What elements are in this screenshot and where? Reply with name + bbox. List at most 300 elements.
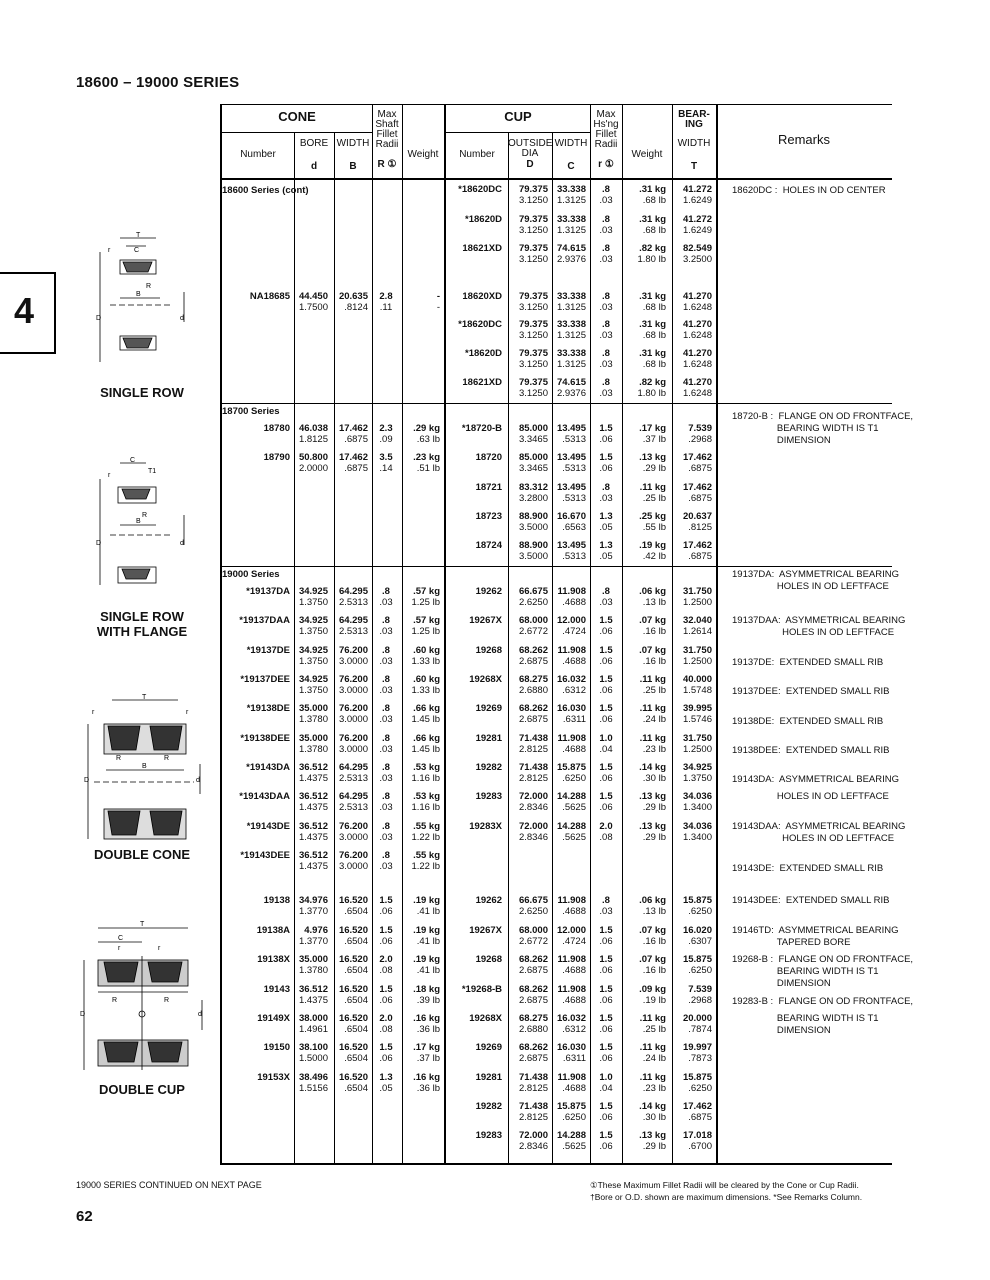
cone-radius-in: .03: [379, 685, 393, 696]
cup-radius-mm: .8: [602, 482, 610, 493]
cup-weight-kg: .06 kg: [639, 895, 666, 906]
cup-od-mm: 83.312: [518, 482, 548, 493]
cup-radius-mm: .8: [602, 586, 610, 597]
cone-weight-lb: .41 lb: [416, 936, 440, 947]
cup-radius-in: .06: [599, 685, 613, 696]
bearing-width-in: .6250: [688, 965, 712, 976]
double-cone-diagram: [82, 694, 206, 844]
cone-width-in: .6504: [344, 1024, 368, 1035]
bearing-width-in: .6307: [688, 936, 712, 947]
cup-number: 19282: [475, 1101, 502, 1112]
page-title: 18600 – 19000 SERIES: [76, 74, 240, 91]
cone-radius-mm: .8: [382, 674, 390, 685]
double-cup-label: DOUBLE CUP: [99, 1082, 185, 1097]
remark-text: 19143DEE: EXTENDED SMALL RIB: [732, 895, 890, 906]
cup-od-in: 3.3465: [518, 463, 548, 474]
bearing-width-mm: 15.875: [682, 895, 712, 906]
cup-width-in: .5625: [562, 832, 586, 843]
remark-text: 18620DC : HOLES IN OD CENTER: [732, 185, 886, 196]
cup-radius-mm: 1.5: [599, 1130, 613, 1141]
cup-weight-kg: .11 kg: [639, 482, 666, 493]
cone-bore-mm: 36.512: [298, 791, 328, 802]
bearing-width-mm: 41.272: [682, 214, 712, 225]
cup-weight-kg: .07 kg: [639, 615, 666, 626]
svg-text:r: r: [186, 709, 189, 716]
cup-weight-lb: .29 lb: [642, 802, 666, 813]
cone-weight-lb: 1.45 lb: [411, 714, 440, 725]
cone-weight-kg: .66 kg: [413, 733, 440, 744]
remark-text: 19138DEE: EXTENDED SMALL RIB: [732, 745, 890, 756]
cup-weight-kg: .11 kg: [639, 674, 666, 685]
cup-radius-in: .06: [599, 1112, 613, 1123]
cup-weight-kg: .31 kg: [639, 184, 666, 195]
bearing-width-mm: 16.020: [682, 925, 712, 936]
bearing-width-mm: 41.272: [682, 184, 712, 195]
bearing-width-header: WIDTH: [677, 138, 711, 149]
cup-width-mm: 16.030: [556, 1042, 586, 1053]
cup-number: *19268-B: [461, 984, 502, 995]
cup-od-mm: 68.000: [518, 925, 548, 936]
max-hsng-2: Hs'ng: [593, 119, 619, 130]
cup-width-mm: 14.288: [556, 791, 586, 802]
bearing-width-mm: 31.750: [682, 733, 712, 744]
cone-number: *19138DEE: [240, 733, 290, 744]
cup-od-in: 2.8346: [518, 832, 548, 843]
cup-radius-in: .06: [599, 1024, 613, 1035]
cone-radius-in: .03: [379, 656, 393, 667]
cup-weight-kg: .14 kg: [639, 1101, 666, 1112]
cup-width-mm: 16.032: [556, 674, 586, 685]
cup-od-in: 2.6250: [518, 597, 548, 608]
cup-width-mm: 11.908: [557, 733, 586, 744]
cup-width-in: .4688: [562, 656, 586, 667]
cup-radius-mm: 1.5: [599, 452, 613, 463]
cone-header-rule: [220, 132, 372, 133]
cone-width-mm: 17.462: [338, 423, 368, 434]
cone-bore-mm: 35.000: [298, 703, 328, 714]
cup-od-mm: 72.000: [518, 791, 548, 802]
cup-number: 19281: [475, 1072, 502, 1083]
cone-radius-mm: 1.3: [379, 1072, 393, 1083]
cup-weight-kg: .11 kg: [639, 1013, 666, 1024]
cone-weight-kg: .53 kg: [413, 762, 440, 773]
cup-width-mm: 33.338: [556, 291, 586, 302]
double-cup-diagram: [78, 920, 208, 1076]
cup-weight-kg: .31 kg: [639, 214, 666, 225]
bearing-width-mm: 17.018: [682, 1130, 712, 1141]
cone-number: *19137DE: [246, 645, 290, 656]
bearing-width-in: .6875: [688, 463, 712, 474]
bearing-width-in: 1.2500: [682, 744, 712, 755]
cone-number: 19138A: [256, 925, 290, 936]
cup-width-mm: 12.000: [556, 925, 586, 936]
cup-radius-mm: .8: [602, 243, 610, 254]
cup-radius-in: .06: [599, 656, 613, 667]
cone-bore-in: 1.4961: [298, 1024, 328, 1035]
cone-width-in: 3.0000: [338, 744, 368, 755]
bearing-width-mm: 41.270: [682, 377, 712, 388]
cup-width-in: 1.3125: [556, 359, 586, 370]
cup-weight-kg: .07 kg: [639, 954, 666, 965]
cup-radius-in: .05: [599, 551, 613, 562]
cup-od-in: 3.3465: [518, 434, 548, 445]
cone-radius-mm: 1.5: [379, 1042, 393, 1053]
cone-weight-kg: .16 kg: [413, 1072, 440, 1083]
cup-weight-kg: .13 kg: [639, 791, 666, 802]
cone-weight-lb: 1.25 lb: [411, 626, 440, 637]
bore-header: BORE: [299, 138, 329, 149]
cup-width-mm: 16.032: [556, 1013, 586, 1024]
cone-radius-in: .08: [379, 965, 393, 976]
cup-od-in: 3.1250: [518, 254, 548, 265]
cup-od-in: 3.1250: [518, 302, 548, 313]
bearing-width-in: .7873: [688, 1053, 712, 1064]
cup-od-in: 3.2800: [518, 493, 548, 504]
cup-number: 19268: [475, 645, 502, 656]
cup-radius-mm: 1.5: [599, 1042, 613, 1053]
cone-width-mm: 16.520: [338, 984, 368, 995]
cup-radius-mm: .8: [602, 291, 610, 302]
cone-bore-in: 1.5156: [298, 1083, 328, 1094]
cup-radius-in: .08: [599, 832, 613, 843]
cone-width-mm: 64.295: [338, 586, 368, 597]
cone-width-in: .6504: [344, 1053, 368, 1064]
cone-weight-kg: .53 kg: [413, 791, 440, 802]
cone-bore-mm: 44.450: [298, 291, 328, 302]
cone-width-in: 3.0000: [338, 832, 368, 843]
max-hsng-3: Fillet: [595, 129, 617, 140]
cone-radius-in: .06: [379, 1053, 393, 1064]
cup-width-mm: 15.875: [556, 1101, 586, 1112]
cone-weight-kg: .55 kg: [413, 850, 440, 861]
cup-weight-kg: .17 kg: [639, 423, 666, 434]
cup-od-in: 2.6875: [518, 965, 548, 976]
cone-radius-mm: .8: [382, 586, 390, 597]
cone-number: *19137DEE: [240, 674, 290, 685]
cone-radius-in: .03: [379, 802, 393, 813]
cone-weight-lb: 1.22 lb: [411, 861, 440, 872]
svg-text:R: R: [112, 997, 118, 1004]
cone-number: 18790: [263, 452, 290, 463]
cup-radius-in: .03: [599, 330, 613, 341]
bearing-width-mm: 15.875: [682, 1072, 712, 1083]
svg-text:B: B: [136, 291, 141, 298]
cup-radius-in: .06: [599, 995, 613, 1006]
cup-width-in: .5625: [562, 802, 586, 813]
remark-text: 19137DEE: EXTENDED SMALL RIB: [732, 686, 890, 697]
cone-weight-lb: -: [436, 302, 440, 313]
cone-weight-lb: .63 lb: [416, 434, 440, 445]
bearing-width-mm: 41.270: [682, 291, 712, 302]
cone-number: 19138: [263, 895, 290, 906]
cup-od-in: 2.6875: [518, 656, 548, 667]
cup-weight-kg: .82 kg: [639, 377, 666, 388]
bearing-width-in: .6250: [688, 1083, 712, 1094]
footnote-radii: ①These Maximum Fillet Radii will be cleared by the Cone or Cup Radii.: [590, 1180, 859, 1190]
cup-weight-lb: .16 lb: [642, 936, 666, 947]
cone-width-mm: 64.295: [338, 615, 368, 626]
cup-od-in: 2.8125: [518, 1112, 548, 1123]
cup-width-in: .5313: [562, 463, 586, 474]
svg-text:D: D: [84, 777, 90, 784]
cone-weight-lb: .37 lb: [416, 1053, 440, 1064]
cone-number: 19143: [263, 984, 290, 995]
cone-width-in: .6504: [344, 906, 368, 917]
bearing-width-mm: 82.549: [682, 243, 712, 254]
section-rule: [220, 403, 892, 404]
cone-bore-mm: 34.925: [298, 586, 328, 597]
cone-radius-in: .14: [379, 463, 393, 474]
cone-width-mm: 76.200: [338, 733, 368, 744]
cup-width-mm: 16.670: [556, 511, 586, 522]
cup-number: 19262: [475, 895, 502, 906]
cone-radius-mm: .8: [382, 791, 390, 802]
cone-width-mm: 16.520: [338, 895, 368, 906]
cone-radius-in: .06: [379, 906, 393, 917]
cup-weight-lb: .68 lb: [642, 195, 666, 206]
cup-width-mm: 33.338: [556, 184, 586, 195]
cup-od-in: 3.5000: [518, 522, 548, 533]
cone-width-mm: 16.520: [338, 925, 368, 936]
bearing-width-in: 1.2614: [682, 626, 712, 637]
svg-text:r: r: [92, 709, 95, 716]
cup-od-in: 3.1250: [518, 330, 548, 341]
cup-number: 19281: [475, 733, 502, 744]
cup-radius-in: .04: [599, 1083, 613, 1094]
max-shaft-4: Radii: [375, 139, 399, 150]
cup-radius-mm: 1.5: [599, 984, 613, 995]
bearing-width-symbol: T: [690, 161, 698, 172]
cone-bore-in: 1.4375: [298, 861, 328, 872]
svg-text:T: T: [142, 694, 147, 701]
cone-number: 19138X: [257, 954, 290, 965]
cup-weight-kg: .25 kg: [639, 511, 666, 522]
cone-bore-in: 1.4375: [298, 773, 328, 784]
bearing-width-mm: 34.036: [682, 821, 712, 832]
cone-radius-mm: 1.5: [379, 984, 393, 995]
col-line: [444, 104, 446, 1164]
cup-radius-in: .06: [599, 714, 613, 725]
cup-weight-lb: .13 lb: [642, 597, 666, 608]
bearing-width-mm: 32.040: [682, 615, 712, 626]
bearing-width-mm: 17.462: [682, 1101, 712, 1112]
cup-number: 19267X: [469, 615, 502, 626]
remark-text: 19137DA: ASYMMETRICAL BEARING HOLES IN OD LEFTFACE: [732, 569, 900, 592]
cup-number: 19268: [475, 954, 502, 965]
cup-number-header: Number: [459, 149, 495, 160]
cup-weight-kg: .31 kg: [639, 319, 666, 330]
cup-od-in: 2.6875: [518, 995, 548, 1006]
cone-bore-mm: 38.100: [298, 1042, 328, 1053]
cone-width-in: 3.0000: [338, 861, 368, 872]
cone-radius-mm: .8: [382, 703, 390, 714]
bearing-width-in: 1.6249: [682, 195, 712, 206]
cone-width-mm: 17.462: [338, 452, 368, 463]
cone-bore-in: 1.5000: [298, 1053, 328, 1064]
cone-radius-in: .05: [379, 1083, 393, 1094]
bearing-width-mm: 31.750: [682, 586, 712, 597]
cup-od-in: 2.8125: [518, 773, 548, 784]
cup-weight-lb: .55 lb: [642, 522, 666, 533]
bore-symbol: d: [310, 161, 318, 172]
max-shaft-3: Fillet: [376, 129, 398, 140]
cup-radius-in: .03: [599, 254, 613, 265]
cup-width-in: .4724: [562, 626, 586, 637]
bearing-width-mm: 40.000: [682, 674, 712, 685]
cone-width-in: 2.5313: [338, 597, 368, 608]
cup-weight-kg: .07 kg: [639, 645, 666, 656]
svg-text:d: d: [198, 1011, 202, 1018]
cup-od-mm: 71.438: [518, 733, 548, 744]
cone-weight-lb: 1.45 lb: [411, 744, 440, 755]
cup-weight-kg: .11 kg: [639, 1072, 666, 1083]
cup-number: 18720: [475, 452, 502, 463]
bearing-width-in: .6250: [688, 906, 712, 917]
cup-width-in: .6250: [562, 773, 586, 784]
cone-weight-kg: .18 kg: [413, 984, 440, 995]
cup-weight-kg: .13 kg: [639, 821, 666, 832]
cup-radius-mm: 2.0: [599, 821, 613, 832]
cup-od-in: 2.8346: [518, 802, 548, 813]
cup-radius-in: .06: [599, 1053, 613, 1064]
cup-radius-in: .03: [599, 302, 613, 313]
cup-weight-lb: .68 lb: [642, 330, 666, 341]
cone-width-mm: 76.200: [338, 674, 368, 685]
svg-text:d: d: [180, 315, 184, 322]
cup-width-mm: 11.908: [557, 586, 586, 597]
cone-number-header: Number: [240, 149, 276, 160]
cup-radius-mm: 1.0: [599, 1072, 613, 1083]
cone-weight-lb: .41 lb: [416, 906, 440, 917]
cup-weight-lb: .25 lb: [642, 493, 666, 504]
footnote-bore: †Bore or O.D. shown are maximum dimensions. *See Remarks Column.: [590, 1192, 863, 1202]
svg-text:R: R: [164, 997, 170, 1004]
cup-width-in: .5313: [562, 551, 586, 562]
cup-od-mm: 72.000: [518, 821, 548, 832]
cone-bore-in: 1.4375: [298, 802, 328, 813]
cup-radius-in: .03: [599, 388, 613, 399]
bearing-width-in: 3.2500: [682, 254, 712, 265]
cup-radius-mm: 1.5: [599, 703, 613, 714]
cup-radius-mm: .8: [602, 184, 610, 195]
cone-bore-mm: 35.000: [298, 733, 328, 744]
cup-width-mm: 13.495: [556, 540, 586, 551]
bearing-width-mm: 17.462: [682, 540, 712, 551]
cup-radius-mm: 1.5: [599, 954, 613, 965]
svg-text:R: R: [146, 283, 152, 290]
cone-width-in: .6875: [344, 434, 368, 445]
cup-od-mm: 79.375: [518, 319, 548, 330]
remark-text: 19268-B : FLANGE ON OD FRONTFACE, BEARING WIDTH IS T1 DIMENSION: [732, 954, 914, 989]
cup-number: 19268X: [469, 674, 502, 685]
cone-width-in: .6504: [344, 995, 368, 1006]
max-hsng-1: Max: [596, 109, 616, 120]
cup-weight-kg: .11 kg: [639, 733, 666, 744]
cone-width-in: 3.0000: [338, 685, 368, 696]
outside-dia-header-2: DIA: [521, 148, 539, 159]
bearing-width-in: 1.3750: [682, 773, 712, 784]
bearing-width-mm: 17.462: [682, 452, 712, 463]
cup-od-mm: 85.000: [518, 423, 548, 434]
cone-bore-in: 1.3770: [298, 936, 328, 947]
svg-text:B: B: [136, 518, 141, 525]
cone-weight-kg: .29 kg: [413, 423, 440, 434]
cup-od-mm: 88.900: [518, 540, 548, 551]
cup-od-mm: 72.000: [518, 1130, 548, 1141]
cone-width-in: 3.0000: [338, 714, 368, 725]
svg-text:T: T: [136, 232, 141, 239]
single-row-label: SINGLE ROW: [100, 385, 184, 400]
cone-weight-lb: 1.16 lb: [411, 773, 440, 784]
cone-width-in: .8124: [344, 302, 368, 313]
cone-width-mm: 64.295: [338, 762, 368, 773]
svg-text:d: d: [196, 777, 200, 784]
cone-bore-mm: 38.000: [298, 1013, 328, 1024]
section-tab-number: 4: [14, 290, 35, 331]
cup-od-mm: 79.375: [518, 291, 548, 302]
max-shaft-symbol: R ①: [377, 159, 397, 170]
cup-weight-kg: .13 kg: [639, 452, 666, 463]
cup-radius-mm: 1.5: [599, 423, 613, 434]
cone-radius-mm: .8: [382, 615, 390, 626]
cup-number: *18620D: [465, 214, 502, 225]
single-row-flange-label-1: SINGLE ROW: [100, 609, 184, 624]
cone-bore-mm: 34.925: [298, 674, 328, 685]
cone-weight-header: Weight: [407, 149, 439, 160]
cup-od-mm: 68.000: [518, 615, 548, 626]
cup-od-in: 2.6772: [518, 626, 548, 637]
cup-width-mm: 11.908: [557, 954, 586, 965]
cone-radius-mm: .8: [382, 733, 390, 744]
bearing-width-mm: 41.270: [682, 348, 712, 359]
cone-bore-mm: 34.925: [298, 615, 328, 626]
cup-radius-mm: .8: [602, 895, 610, 906]
cone-bore-in: 1.4375: [298, 995, 328, 1006]
cone-radius-mm: .8: [382, 850, 390, 861]
remark-text: 18720-B : FLANGE ON OD FRONTFACE, BEARING WIDTH IS T1 DIMENSION: [732, 411, 914, 446]
cup-number: 19282: [475, 762, 502, 773]
cup-width-mm: 11.908: [557, 645, 586, 656]
cone-bore-in: 1.3750: [298, 685, 328, 696]
table-bottom-rule: [220, 1163, 892, 1165]
cup-width-in: .4688: [562, 995, 586, 1006]
cup-od-mm: 71.438: [518, 1072, 548, 1083]
svg-text:R: R: [164, 755, 170, 762]
cup-number: 19283X: [469, 821, 502, 832]
cone-weight-kg: .66 kg: [413, 703, 440, 714]
cup-width-symbol: C: [567, 161, 575, 172]
cone-radius-mm: 2.0: [379, 954, 393, 965]
bearing-width-in: .6875: [688, 1112, 712, 1123]
cup-weight-lb: .24 lb: [642, 714, 666, 725]
cone-radius-mm: 1.5: [379, 925, 393, 936]
cone-weight-kg: .55 kg: [413, 821, 440, 832]
cup-weight-lb: .29 lb: [642, 832, 666, 843]
cup-number: 18621XD: [462, 243, 502, 254]
cone-number: *19137DA: [246, 586, 290, 597]
cup-od-in: 3.1250: [518, 388, 548, 399]
svg-text:R: R: [142, 512, 148, 519]
section-label-18600: 18600 Series (cont): [222, 185, 309, 196]
cup-od-mm: 85.000: [518, 452, 548, 463]
cone-bore-in: 1.8125: [298, 434, 328, 445]
cone-width-in: .6875: [344, 463, 368, 474]
cup-od-mm: 68.262: [518, 703, 548, 714]
cup-width-mm: 13.495: [556, 482, 586, 493]
max-shaft-1: Max: [377, 109, 397, 120]
cone-bore-in: 1.3780: [298, 744, 328, 755]
cup-header-rule: [444, 132, 590, 133]
